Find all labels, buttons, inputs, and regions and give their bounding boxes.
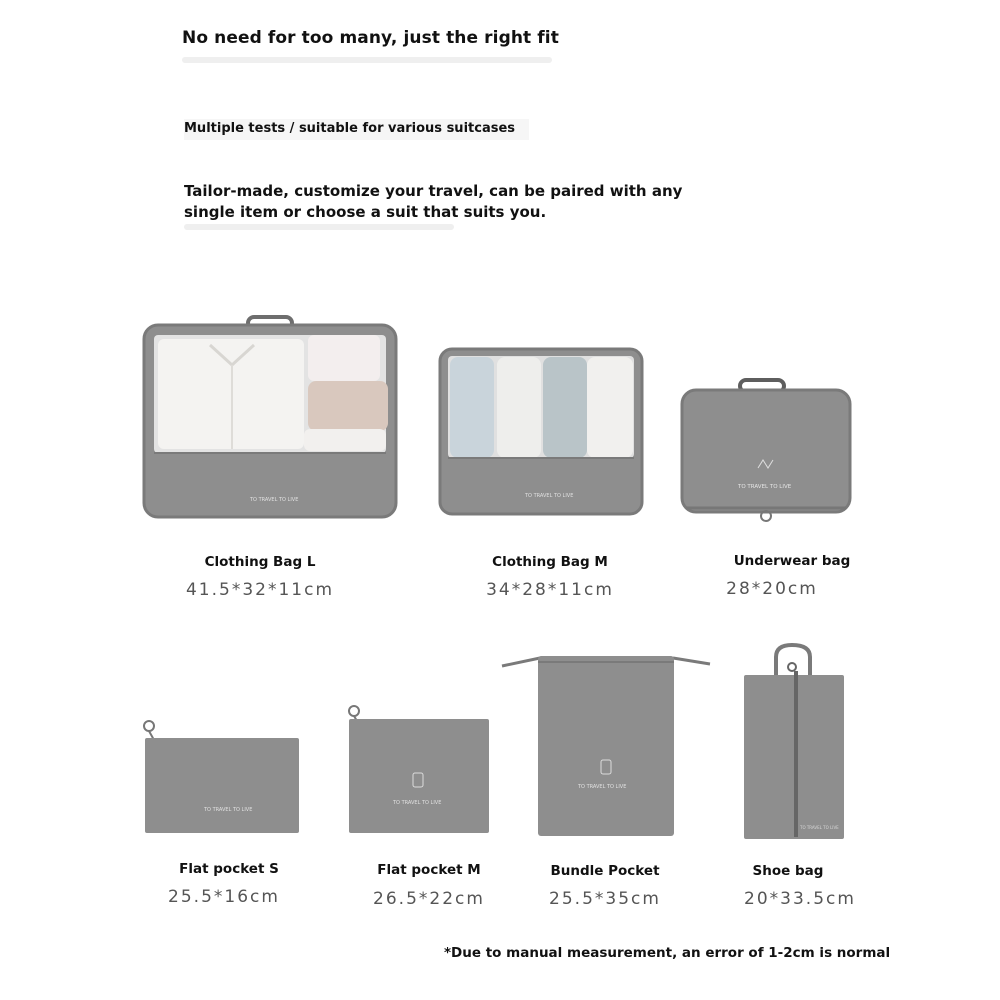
shoe-bag-image [740, 643, 848, 841]
footer-note: *Due to manual measurement, an error of 1-2cm is normal [444, 945, 891, 961]
bundle-pocket-image [498, 652, 714, 838]
product-name: Flat pocket M [377, 862, 481, 878]
bag-brand-text: TO TRAVEL TO LIVE [800, 825, 839, 830]
product-dimensions: 28*20cm [726, 579, 818, 599]
product-name: Underwear bag [733, 553, 851, 569]
bag-brand-text: TO TRAVEL TO LIVE [578, 784, 627, 790]
flat-pocket-m-image [345, 703, 493, 835]
subtitle: Multiple tests / suitable for various suitcases [184, 119, 529, 140]
faint-underline [182, 57, 552, 63]
product-dimensions: 41.5*32*11cm [185, 580, 335, 600]
bag-brand-text: TO TRAVEL TO LIVE [738, 484, 792, 490]
product-dimensions: 20*33.5cm [744, 889, 856, 909]
product-name: Clothing Bag M [492, 554, 608, 570]
bag-brand-text: TO TRAVEL TO LIVE [250, 497, 299, 503]
product-name: Bundle Pocket [550, 863, 660, 879]
underwear-bag-image [678, 378, 854, 523]
product-dimensions: 25.5*16cm [168, 887, 280, 907]
clothing-bag-m-image [437, 345, 645, 517]
product-name: Flat pocket S [179, 861, 279, 877]
bag-brand-text: TO TRAVEL TO LIVE [525, 493, 574, 499]
product-dimensions: 34*28*11cm [486, 580, 614, 600]
bag-brand-text: TO TRAVEL TO LIVE [204, 807, 253, 813]
description: Tailor-made, customize your travel, can be paired with any single item or choose a suit that suits you. [184, 182, 683, 221]
headline: No need for too many, just the right fit [182, 28, 559, 48]
clothing-bag-l-image [140, 315, 400, 520]
product-dimensions: 26.5*22cm [373, 889, 485, 909]
bag-brand-text: TO TRAVEL TO LIVE [393, 800, 442, 806]
faint-underline [184, 224, 454, 230]
product-name: Clothing Bag L [204, 554, 316, 570]
flat-pocket-s-image [140, 718, 302, 836]
product-dimensions: 25.5*35cm [549, 889, 661, 909]
product-name: Shoe bag [752, 863, 824, 879]
